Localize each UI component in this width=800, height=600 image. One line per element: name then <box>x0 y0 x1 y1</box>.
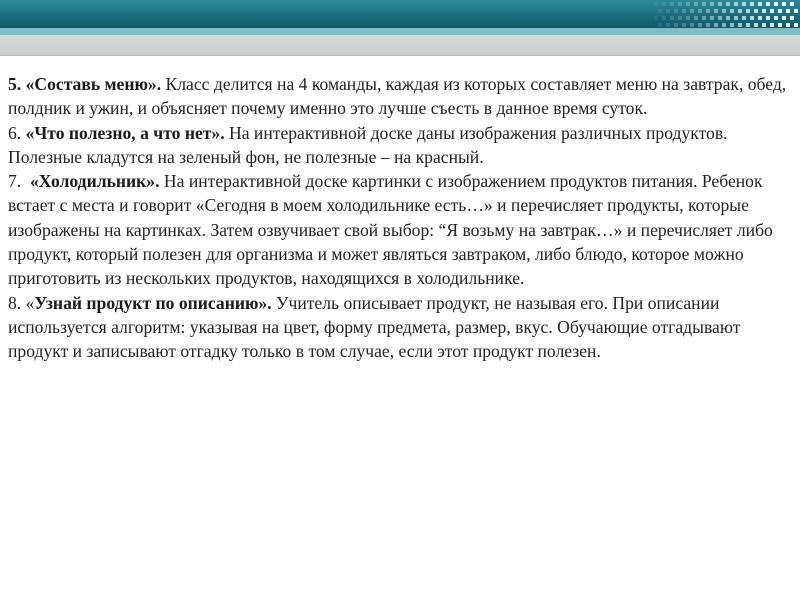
item-title: «Холодильник». <box>30 171 160 192</box>
item-title: Узнай продукт по описанию». <box>34 292 272 313</box>
header-gray-band <box>0 35 800 55</box>
decorative-grid-pattern <box>650 0 800 28</box>
item-number: 6. <box>8 122 26 143</box>
paragraph-item-7 <box>8 169 794 290</box>
paragraph-item-6 <box>8 121 794 170</box>
item-description: Учитель описывает продукт, не называя его. При описании используется алгоритм: указывая на цвет, форму предмета, размер, вкус. Обучающие отгадывают продукт и записывают отгадку только в том случае, если этот продукт полезен. <box>8 292 741 362</box>
item-number: 7. <box>8 171 30 192</box>
item-description: На интерактивной доске картинки с изображением продуктов питания. Ребенок встает с места и говорит «Сегодня в моем холодильнике есть…» и перечисляет продукты, которые изображены на картинках. Затем озвучивает свой выбор: “Я возьму на завтрак…» и перечисляет либо продукт, который полезен для организма и может являться завтраком, либо блюдо, которое можно приготовить из нескольких продуктов, находящихся в холодильнике. <box>8 171 773 289</box>
paragraph-item-8 <box>8 291 794 364</box>
header-banner <box>0 0 800 28</box>
item-description: На интерактивной доске даны изображения различных продуктов. Полезные кладутся на зеленый фон, не полезные – на красный. <box>8 122 728 167</box>
item-number: 5. <box>8 74 26 94</box>
item-description: Класс делится на 4 команды, каждая из которых составляет меню на завтрак, обед, полдник и ужин, и объясняет почему именно это лучше съесть в данное время суток. <box>8 74 787 119</box>
header-accent-band <box>0 28 800 35</box>
item-title: «Составь меню». <box>25 74 162 94</box>
slide-body-text <box>8 72 794 364</box>
paragraph-item-5 <box>8 72 794 121</box>
header-divider <box>0 55 800 56</box>
item-title: «Что полезно, а что нет». <box>25 122 225 143</box>
item-number: 8. « <box>8 292 35 313</box>
